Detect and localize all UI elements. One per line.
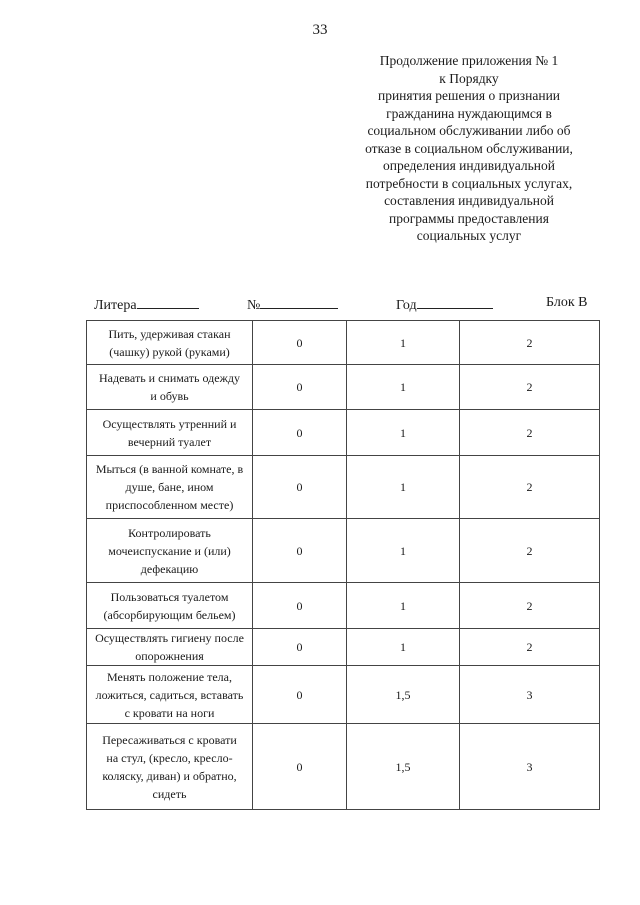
year-label: Год xyxy=(396,298,417,313)
activity-line: Менять положение тела, xyxy=(107,669,232,684)
header-line: потребности в социальных услугах, xyxy=(365,175,573,191)
table-row xyxy=(87,456,600,519)
activity-cell xyxy=(87,321,253,365)
form-fields xyxy=(94,295,596,315)
activity-line: дефекацию xyxy=(140,561,199,576)
activity-line: мочеиспускание и (или) xyxy=(108,543,231,558)
page-number: 33 xyxy=(312,22,328,38)
year-field[interactable] xyxy=(396,295,493,314)
header-line: к Порядку xyxy=(439,70,499,86)
score-cell[interactable]: 1 xyxy=(347,365,460,410)
activity-cell xyxy=(87,724,253,810)
header-line: определения индивидуальной xyxy=(383,158,555,173)
activity-line: Контролировать xyxy=(128,525,211,540)
score-cell[interactable]: 1 xyxy=(347,629,460,666)
score-cell[interactable]: 1 xyxy=(347,583,460,629)
score-cell[interactable]: 0 xyxy=(253,365,347,410)
header-line: принятия решения о признании xyxy=(377,88,561,103)
header-line: социальном обслуживании либо об xyxy=(367,123,571,138)
number-blank[interactable] xyxy=(260,295,338,309)
header-line: составления индивидуальной xyxy=(384,193,554,208)
activity-cell xyxy=(87,410,253,456)
table-row xyxy=(87,365,600,410)
activity-line: Мыться (в ванной комнате, в xyxy=(95,462,244,476)
score-cell[interactable]: 3 xyxy=(460,666,600,724)
activity-line: Пользоваться туалетом xyxy=(110,589,229,604)
activity-cell xyxy=(87,583,253,629)
activity-cell xyxy=(87,519,253,583)
header-line: гражданина нуждающимся в xyxy=(386,105,552,121)
litera-field[interactable] xyxy=(94,295,199,314)
activity-line: Надевать и снимать одежду xyxy=(99,371,240,385)
score-cell[interactable]: 0 xyxy=(253,724,347,810)
activity-line: Осуществлять утренний и xyxy=(102,416,237,431)
score-cell[interactable]: 0 xyxy=(253,410,347,456)
header-line: социальных услуг xyxy=(416,228,522,243)
activity-line: (чашку) рукой (руками) xyxy=(109,344,230,359)
header-line: отказе в социальном обслуживании, xyxy=(365,140,573,156)
score-cell[interactable]: 0 xyxy=(253,456,347,519)
litera-label: Литера xyxy=(94,298,137,313)
activity-line: с кровати на ноги xyxy=(124,705,215,720)
activity-line: коляску, диван) и обратно, xyxy=(102,768,237,783)
score-cell[interactable]: 1 xyxy=(347,456,460,519)
activity-line: (абсорбирующим бельем) xyxy=(103,607,236,622)
score-cell[interactable]: 0 xyxy=(253,519,347,583)
header-line: программы предоставления xyxy=(389,210,549,226)
table-row xyxy=(87,321,600,365)
score-cell[interactable]: 1,5 xyxy=(347,724,460,810)
year-blank[interactable] xyxy=(417,295,493,309)
score-cell[interactable]: 2 xyxy=(460,456,600,519)
score-cell[interactable]: 1,5 xyxy=(347,666,460,724)
score-cell[interactable]: 2 xyxy=(460,629,600,666)
score-cell[interactable]: 0 xyxy=(253,629,347,666)
table-row xyxy=(87,519,600,583)
score-cell[interactable]: 0 xyxy=(253,666,347,724)
table-row xyxy=(87,629,600,666)
activity-line: сидеть xyxy=(152,786,187,801)
activity-line: на стул, (кресло, кресло- xyxy=(106,750,233,765)
score-cell[interactable]: 0 xyxy=(253,583,347,629)
table-row xyxy=(87,583,600,629)
activity-line: Пересаживаться с кровати xyxy=(102,732,237,747)
score-cell[interactable]: 2 xyxy=(460,321,600,365)
score-cell[interactable]: 1 xyxy=(347,519,460,583)
activity-line: вечерний туалет xyxy=(127,434,212,449)
activity-cell xyxy=(87,365,253,410)
assessment-table xyxy=(86,320,600,810)
activity-line: Пить, удерживая стакан xyxy=(108,326,231,341)
score-cell[interactable]: 3 xyxy=(460,724,600,810)
table-row xyxy=(87,666,600,724)
activity-line: приспособленном месте) xyxy=(105,498,234,512)
score-cell[interactable]: 2 xyxy=(460,410,600,456)
header-line: Продолжение приложения № 1 xyxy=(379,53,559,68)
score-cell[interactable]: 2 xyxy=(460,583,600,629)
block-label: Блок В xyxy=(546,295,588,310)
activity-line: ложиться, садиться, вставать xyxy=(95,687,244,702)
table-row xyxy=(87,410,600,456)
activity-line: Осуществлять гигиену после xyxy=(95,631,244,645)
appendix-header xyxy=(340,52,598,245)
activity-cell xyxy=(87,629,253,666)
table-row xyxy=(87,724,600,810)
score-cell[interactable]: 1 xyxy=(347,321,460,365)
score-cell[interactable]: 0 xyxy=(253,321,347,365)
score-cell[interactable]: 2 xyxy=(460,365,600,410)
number-field[interactable] xyxy=(247,295,338,314)
score-cell[interactable]: 1 xyxy=(347,410,460,456)
activity-line: и обувь xyxy=(150,389,189,403)
activity-line: опорожнения xyxy=(135,649,204,663)
litera-blank[interactable] xyxy=(137,295,199,309)
score-cell[interactable]: 2 xyxy=(460,519,600,583)
activity-cell xyxy=(87,456,253,519)
activity-line: душе, бане, ином xyxy=(125,480,214,494)
number-label: № xyxy=(247,298,261,313)
activity-cell xyxy=(87,666,253,724)
